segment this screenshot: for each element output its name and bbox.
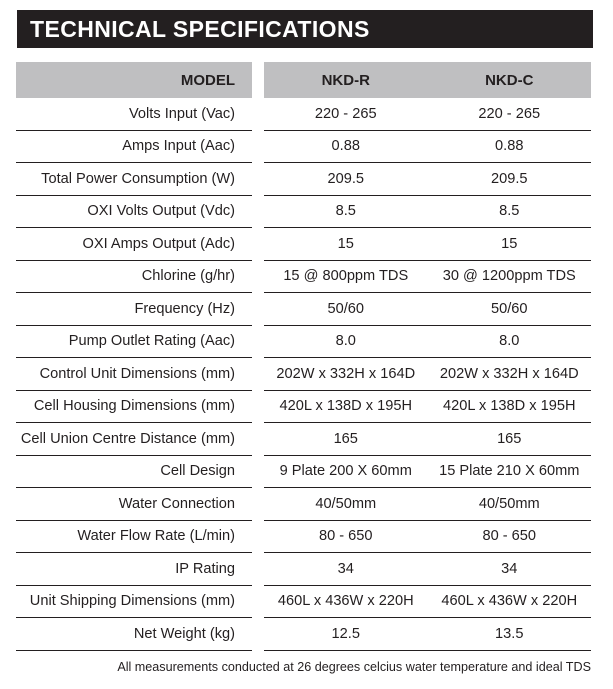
row-values: [264, 196, 591, 229]
table-row: [16, 618, 591, 651]
cell-nkd-c: 0.88: [495, 138, 524, 155]
table-row: [16, 163, 591, 196]
row-values: [264, 163, 591, 196]
row-label: Net Weight (kg): [16, 618, 252, 651]
row-label: IP Rating: [16, 553, 252, 586]
table-row: [16, 293, 591, 326]
row-values: [264, 358, 591, 391]
column-gap: [252, 163, 264, 196]
cell-nkd-r: 220 - 265: [314, 105, 377, 122]
column-gap: [252, 553, 264, 586]
table-row: [16, 586, 591, 619]
table-row: [16, 261, 591, 294]
table-row: [16, 326, 591, 359]
cell-nkd-c: 13.5: [495, 625, 524, 642]
cell-nkd-c: 8.5: [499, 203, 520, 220]
cell-nkd-r: 202W x 332H x 164D: [276, 365, 416, 382]
cell-nkd-r: 460L x 436W x 220H: [277, 593, 414, 610]
row-values: [264, 586, 591, 619]
column-gap: [252, 391, 264, 424]
cell-nkd-c: 165: [497, 430, 522, 447]
column-gap: [252, 261, 264, 294]
cell-nkd-r: 0.88: [331, 138, 360, 155]
row-label: Total Power Consumption (W): [16, 163, 252, 196]
footnote: All measurements conducted at 26 degrees celcius water temperature and ideal TDS: [117, 660, 591, 674]
table-row: [16, 456, 591, 489]
column-gap: [252, 521, 264, 554]
row-label: Frequency (Hz): [16, 293, 252, 326]
row-label: Control Unit Dimensions (mm): [16, 358, 252, 391]
table-header-row: [16, 62, 591, 98]
column-gap: [252, 293, 264, 326]
cell-nkd-r: 34: [337, 560, 354, 577]
row-values: [264, 293, 591, 326]
cell-nkd-c: 40/50mm: [478, 495, 540, 512]
row-values: [264, 488, 591, 521]
row-label: Chlorine (g/hr): [16, 261, 252, 294]
cell-nkd-c: 209.5: [490, 170, 528, 187]
column-gap: [252, 326, 264, 359]
cell-nkd-c: 202W x 332H x 164D: [439, 365, 579, 382]
table-row: [16, 553, 591, 586]
row-values: [264, 456, 591, 489]
row-values: [264, 423, 591, 456]
column-gap: [252, 358, 264, 391]
row-values: [264, 618, 591, 651]
row-label: Volts Input (Vac): [16, 98, 252, 131]
cell-nkd-c: 34: [501, 560, 518, 577]
cell-nkd-r: 8.0: [335, 333, 356, 350]
cell-nkd-c: 8.0: [499, 333, 520, 350]
row-label: Cell Design: [16, 456, 252, 489]
cell-nkd-c: 50/60: [490, 300, 528, 317]
cell-nkd-c: 420L x 138D x 195H: [442, 398, 576, 415]
table-row: [16, 98, 591, 131]
row-values: [264, 521, 591, 554]
column-gap: [252, 62, 264, 98]
table-row: [16, 196, 591, 229]
cell-nkd-r: 15: [337, 235, 354, 252]
table-row: [16, 488, 591, 521]
cell-nkd-c: 80 - 650: [482, 528, 537, 545]
cell-nkd-r: 9 Plate 200 X 60mm: [279, 463, 412, 480]
column-gap: [252, 488, 264, 521]
cell-nkd-c: 220 - 265: [478, 105, 541, 122]
row-label: Cell Housing Dimensions (mm): [16, 391, 252, 424]
table-body: [16, 98, 591, 651]
cell-nkd-r: 8.5: [335, 203, 356, 220]
cell-nkd-r: 50/60: [327, 300, 365, 317]
column-gap: [252, 228, 264, 261]
row-label: Water Connection: [16, 488, 252, 521]
cell-nkd-r: 40/50mm: [315, 495, 377, 512]
table-row: [16, 131, 591, 164]
row-label: Pump Outlet Rating (Aac): [16, 326, 252, 359]
table-row: [16, 391, 591, 424]
row-label: OXI Amps Output (Adc): [16, 228, 252, 261]
row-values: [264, 553, 591, 586]
row-label: Cell Union Centre Distance (mm): [16, 423, 252, 456]
row-label: Water Flow Rate (L/min): [16, 521, 252, 554]
row-label: Unit Shipping Dimensions (mm): [16, 586, 252, 619]
column-headers-group: [264, 62, 591, 98]
model-header-cell: MODEL: [16, 62, 252, 98]
row-label: Amps Input (Aac): [16, 131, 252, 164]
cell-nkd-c: 460L x 436W x 220H: [441, 593, 578, 610]
table-row: [16, 358, 591, 391]
spec-table: [16, 62, 591, 651]
row-values: [264, 261, 591, 294]
cell-nkd-r: 420L x 138D x 195H: [279, 398, 412, 415]
column-gap: [252, 131, 264, 164]
column-gap: [252, 196, 264, 229]
cell-nkd-r: 15 @ 800ppm TDS: [283, 268, 409, 285]
cell-nkd-c: 15: [501, 235, 518, 252]
row-values: [264, 391, 591, 424]
row-values: [264, 326, 591, 359]
row-values: [264, 228, 591, 261]
column-gap: [252, 618, 264, 651]
table-row: [16, 423, 591, 456]
row-values: [264, 98, 591, 131]
title-bar: [17, 10, 593, 48]
cell-nkd-r: 80 - 650: [318, 528, 373, 545]
column-header-nkd-c: NKD-C: [485, 71, 534, 89]
column-gap: [252, 586, 264, 619]
column-gap: [252, 423, 264, 456]
table-row: [16, 228, 591, 261]
cell-nkd-r: 12.5: [331, 625, 360, 642]
column-gap: [252, 456, 264, 489]
page-title: TECHNICAL SPECIFICATIONS: [30, 15, 370, 42]
column-gap: [252, 98, 264, 131]
cell-nkd-r: 165: [333, 430, 358, 447]
column-header-nkd-r: NKD-R: [321, 71, 370, 89]
row-values: [264, 131, 591, 164]
cell-nkd-c: 30 @ 1200ppm TDS: [442, 268, 576, 285]
cell-nkd-c: 15 Plate 210 X 60mm: [439, 463, 580, 480]
row-label: OXI Volts Output (Vdc): [16, 196, 252, 229]
cell-nkd-r: 209.5: [327, 170, 365, 187]
table-row: [16, 521, 591, 554]
